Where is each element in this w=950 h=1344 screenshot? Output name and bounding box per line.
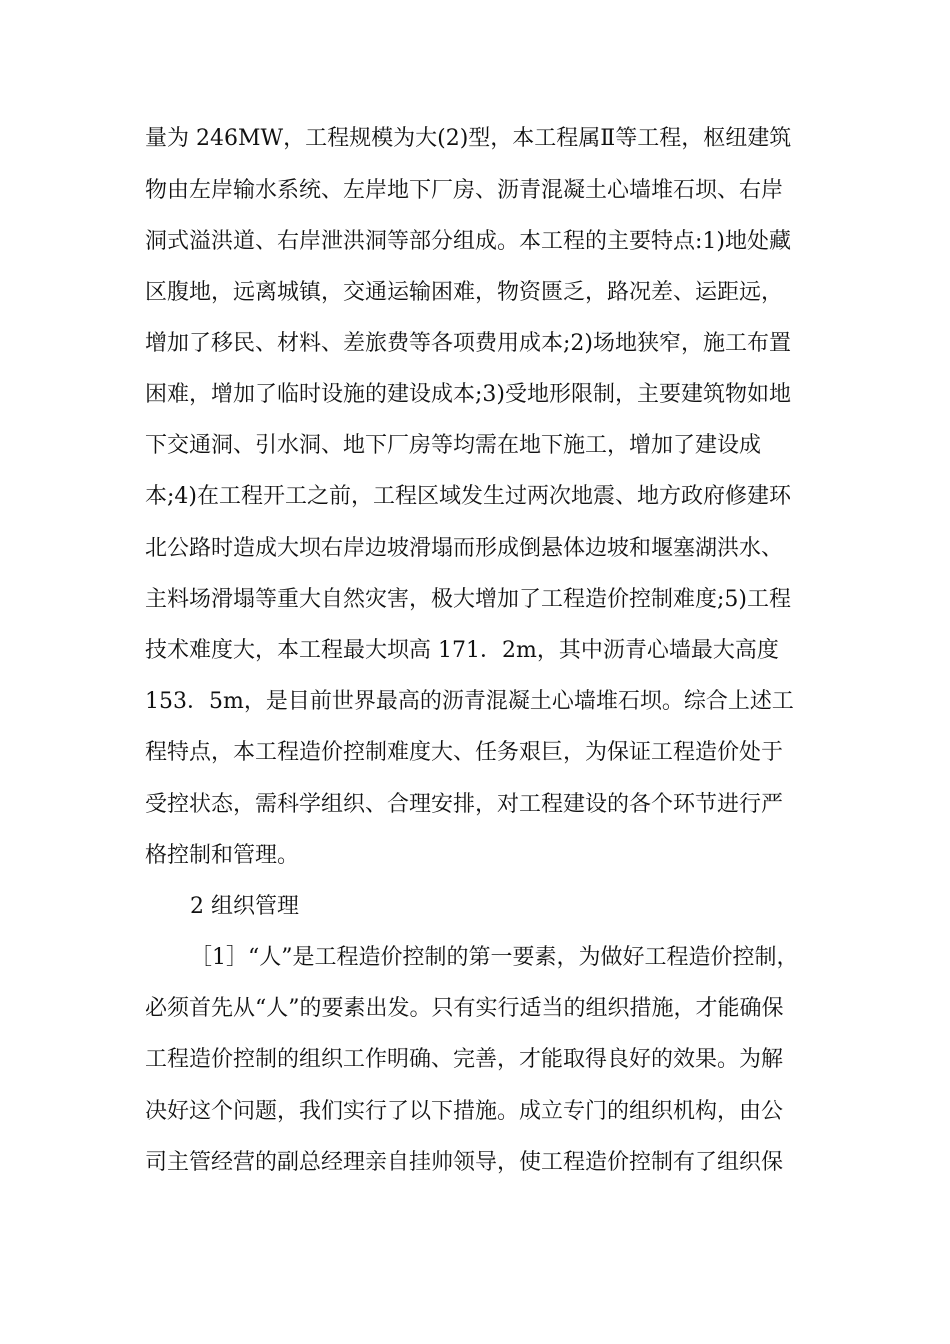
paragraph-2-line-4: 决好这个问题，我们实行了以下措施。成立专门的组织机构，由公 — [145, 1099, 784, 1124]
paragraph-1-line-14: 受控状态，需科学组织、合理安排，对工程建设的各个环节进行严 — [145, 792, 784, 817]
paragraph-1-line-12: 153．5m，是目前世界最高的沥青混凝土心墙堆石坝。综合上述工 — [145, 689, 794, 714]
paragraph-1-line-6: 困难，增加了临时设施的建设成本;3)受地形限制，主要建筑物如地 — [145, 382, 791, 407]
paragraph-2-line-2: 必须首先从“人”的要素出发。只有实行适当的组织措施，才能确保 — [145, 996, 784, 1021]
paragraph-1-line-3: 洞式溢洪道、右岸泄洪洞等部分组成。本工程的主要特点:1)地处藏 — [145, 229, 791, 254]
paragraph-1-line-11: 技术难度大，本工程最大坝高 171．2m，其中沥青心墙最大高度 — [145, 638, 779, 663]
paragraph-1-line-1: 量为 246MW，工程规模为大(2)型，本工程属Ⅱ等工程，枢纽建筑 — [145, 126, 792, 151]
paragraph-1-line-4: 区腹地，远离城镇，交通运输困难，物资匮乏，路况差、运距远， — [145, 280, 784, 305]
paragraph-1-line-8: 本;4)在工程开工之前，工程区域发生过两次地震、地方政府修建环 — [145, 484, 791, 509]
paragraph-1-line-9: 北公路时造成大坝右岸边坡滑塌而形成倒悬体边坡和堰塞湖洪水、 — [145, 536, 784, 561]
section-heading: 2 组织管理 — [190, 894, 299, 919]
paragraph-2-line-3: 工程造价控制的组织工作明确、完善，才能取得良好的效果。为解 — [145, 1047, 784, 1072]
paragraph-1-line-13: 程特点，本工程造价控制难度大、任务艰巨，为保证工程造价处于 — [145, 740, 784, 765]
paragraph-1-line-2: 物由左岸输水系统、左岸地下厂房、沥青混凝土心墙堆石坝、右岸 — [145, 178, 784, 203]
paragraph-1-line-15: 格控制和管理。 — [145, 843, 300, 868]
paragraph-1-line-7: 下交通洞、引水洞、地下厂房等均需在地下施工，增加了建设成 — [145, 433, 762, 458]
paragraph-1-line-5: 增加了移民、材料、差旅费等各项费用成本;2)场地狭窄，施工布置 — [145, 331, 791, 356]
paragraph-1-line-10: 主料场滑塌等重大自然灾害，极大增加了工程造价控制难度;5)工程 — [145, 587, 791, 612]
paragraph-2-line-1: ［1］“人”是工程造价控制的第一要素，为做好工程造价控制， — [190, 945, 799, 970]
paragraph-2-line-5: 司主管经营的副总经理亲自挂帅领导，使工程造价控制有了组织保 — [145, 1150, 784, 1175]
